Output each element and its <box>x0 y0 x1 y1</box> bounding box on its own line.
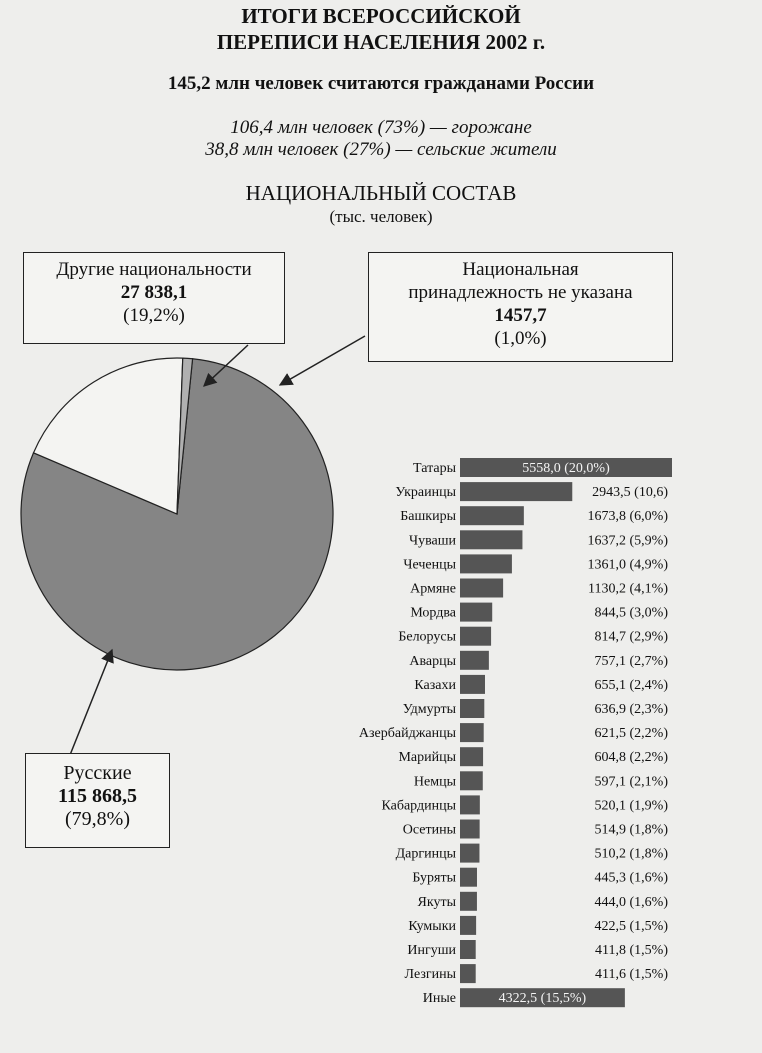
bar-value-label: 814,7 (2,9%) <box>594 629 668 645</box>
bar-category-label: Ингуши <box>407 943 456 958</box>
bar-value-label: 2943,5 (10,6) <box>592 485 668 501</box>
bar-category-label: Удмурты <box>402 702 456 717</box>
callout-other-label: Другие национальности <box>56 259 252 280</box>
bar-value-label: 514,9 (1,8%) <box>594 822 668 838</box>
chart-title-line1: ИТОГИ ВСЕРОССИЙСКОЙ <box>241 4 521 28</box>
bar-value-label: 844,5 (3,0%) <box>594 605 668 621</box>
bar-value-label: 411,8 (1,5%) <box>595 943 668 958</box>
bar-category-label: Башкиры <box>400 509 456 525</box>
chart-title-line2: ПЕРЕПИСИ НАСЕЛЕНИЯ 2002 г. <box>216 30 546 54</box>
bar <box>460 820 480 839</box>
bar-value-label: 621,5 (2,2%) <box>594 726 668 742</box>
bar <box>460 579 503 598</box>
bar-chart <box>359 458 672 1007</box>
callout-russian-value: 115 868,5 <box>58 785 137 807</box>
bar-category-label: Иные <box>422 991 456 1007</box>
bar <box>460 964 476 983</box>
bar-category-label: Буряты <box>412 870 456 886</box>
bar <box>460 844 479 863</box>
bar <box>460 603 492 622</box>
callout-russian-label: Русские <box>63 762 132 784</box>
pie-chart <box>21 358 333 670</box>
bar-category-label: Чуваши <box>408 533 456 549</box>
headline: 145,2 млн человек считаются гражданами России <box>167 73 595 94</box>
bar <box>460 554 512 573</box>
bar-category-label: Кумыки <box>408 918 456 934</box>
bar-category-label: Осетины <box>402 822 456 838</box>
bar-value-label: 636,9 (2,3%) <box>594 702 668 717</box>
urban-population: 106,4 млн человек (73%) — горожане <box>230 117 532 138</box>
callout-other-pct: (19,2%) <box>123 305 185 326</box>
bar-category-label: Украинцы <box>395 485 456 501</box>
bar-value-label: 445,3 (1,6%) <box>594 870 668 886</box>
bar-category-label: Мордва <box>410 605 456 621</box>
callout-other-nationalities <box>23 252 285 344</box>
bar <box>460 627 491 646</box>
bar <box>460 795 480 814</box>
bar-category-label: Немцы <box>413 774 456 790</box>
bar-value-label: 510,2 (1,8%) <box>594 846 668 862</box>
bar-value-label: 1130,2 (4,1%) <box>588 581 668 597</box>
bar <box>460 506 524 525</box>
arrow-not-stated <box>280 336 365 385</box>
units-label: (тыс. человек) <box>329 207 433 226</box>
rural-population: 38,8 млн человек (27%) — сельские жители <box>205 139 557 160</box>
arrow-russians <box>70 650 112 755</box>
bar-category-label: Татары <box>413 461 456 476</box>
bar-category-label: Казахи <box>414 677 456 693</box>
bar <box>460 940 476 959</box>
bar-value-label: 757,1 (2,7%) <box>594 653 668 669</box>
bar-value-label: 411,6 (1,5%) <box>595 967 668 983</box>
bar <box>460 675 485 694</box>
bar-value-label: 444,0 (1,6%) <box>594 894 668 910</box>
bar-category-label: Белорусы <box>398 629 456 645</box>
bar-value-label: 1673,8 (6,0%) <box>587 509 668 525</box>
bar <box>460 771 483 790</box>
bar-value-label: 597,1 (2,1%) <box>594 774 668 790</box>
bar <box>460 916 476 935</box>
bar-value-label: 520,1 (1,9%) <box>594 798 668 814</box>
bar-category-label: Армяне <box>410 581 456 597</box>
bar-value-label: 5558,0 (20,0%) <box>522 461 610 476</box>
bar-value-label: 604,8 (2,2%) <box>594 750 668 766</box>
bar-value-label: 422,5 (1,5%) <box>594 918 668 934</box>
bar <box>460 868 477 887</box>
bar-value-label: 1361,0 (4,9%) <box>587 557 668 573</box>
callout-na-label2: принадлежность не указана <box>408 282 633 303</box>
bar-value-label: 4322,5 (15,5%) <box>498 991 587 1007</box>
bar-value-label: 655,1 (2,4%) <box>594 677 668 693</box>
bar <box>460 747 483 766</box>
bar-category-label: Лезгины <box>404 967 456 983</box>
callout-russians <box>25 753 170 848</box>
bar-category-label: Кабардинцы <box>381 798 456 814</box>
bar-category-label: Чеченцы <box>403 557 456 573</box>
bar <box>460 723 484 742</box>
bar-category-label: Якуты <box>417 894 456 910</box>
bar <box>460 530 522 549</box>
callout-russian-pct: (79,8%) <box>65 808 130 830</box>
callout-na-label1: Национальная <box>462 259 579 280</box>
callout-other-value: 27 838,1 <box>120 282 188 303</box>
callout-not-stated <box>368 252 673 362</box>
bar <box>460 482 572 501</box>
section-title: НАЦИОНАЛЬНЫЙ СОСТАВ <box>245 181 517 205</box>
bar-category-label: Марийцы <box>398 750 456 766</box>
callout-na-pct: (1,0%) <box>494 328 547 349</box>
bar-category-label: Аварцы <box>409 653 456 669</box>
bar <box>460 892 477 911</box>
bar-value-label: 1637,2 (5,9%) <box>587 533 668 549</box>
bar-category-label: Даргинцы <box>395 846 456 862</box>
bar-category-label: Азербайджанцы <box>358 726 456 742</box>
bar <box>460 651 489 670</box>
bar <box>460 699 484 718</box>
callout-na-value: 1457,7 <box>494 305 547 326</box>
